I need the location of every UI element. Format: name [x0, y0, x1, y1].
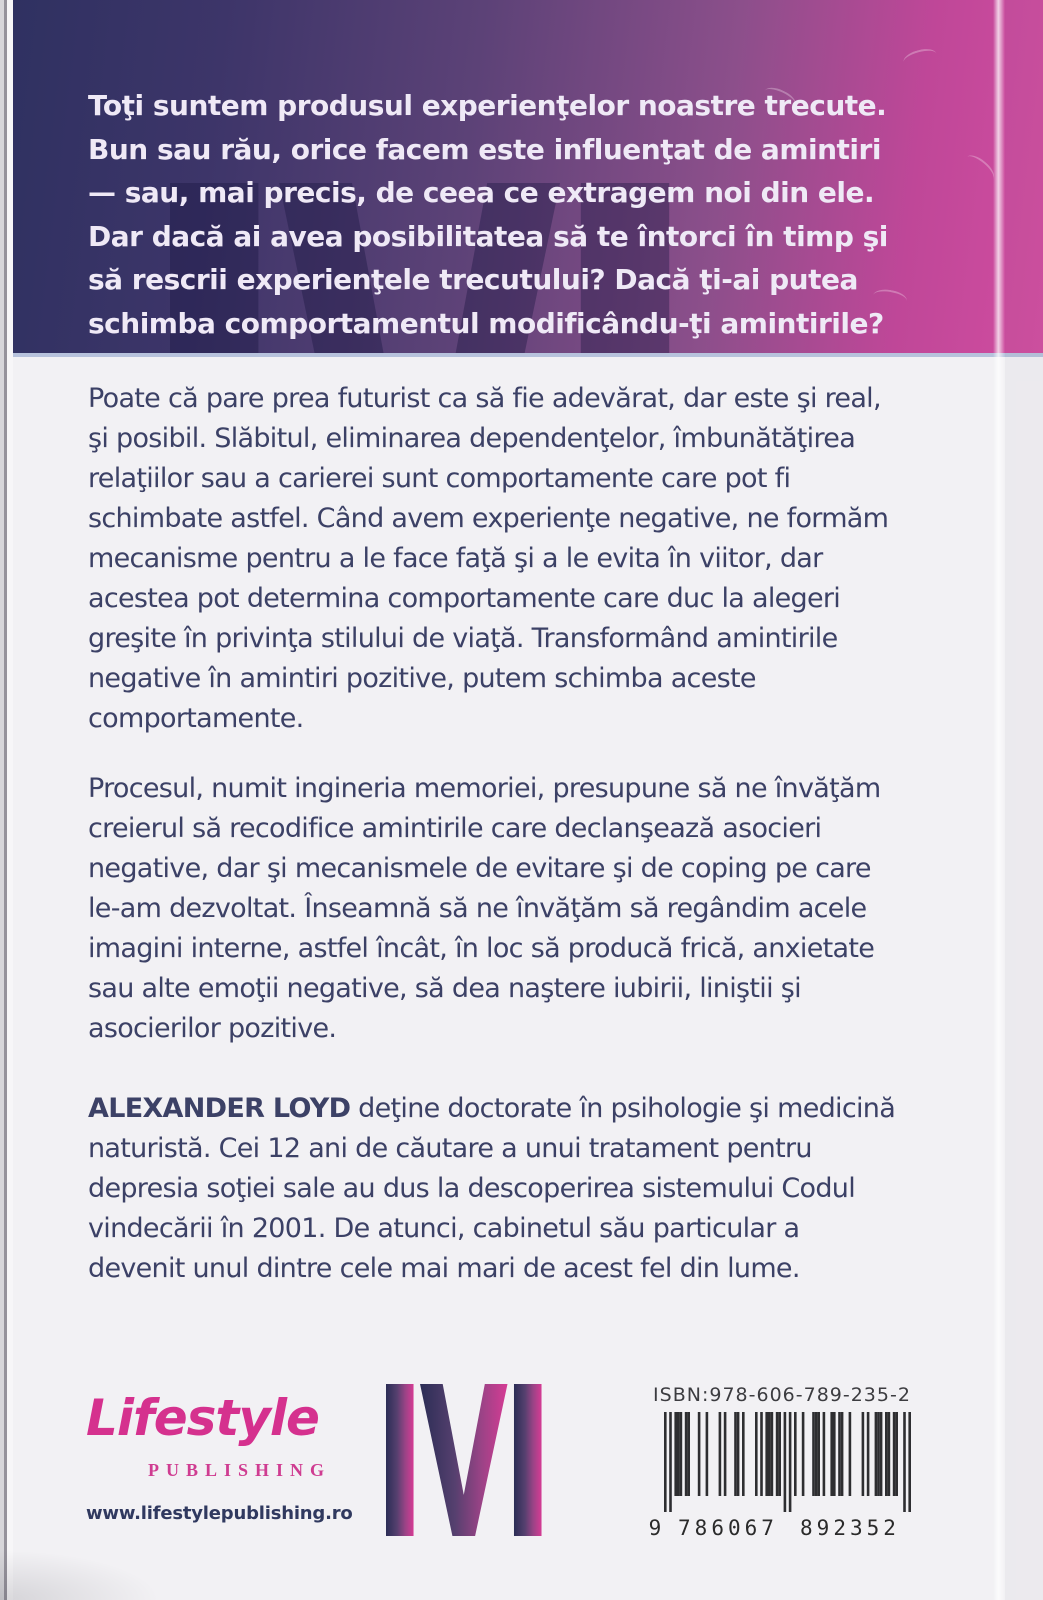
book-edge-white: [7, 0, 13, 1600]
barcode-digit: 2: [883, 1516, 896, 1540]
text-line: schimbate astfel. Când avem experienţe negative, ne formăm: [88, 503, 889, 534]
text-line: imagini interne, astfel încât, în loc să producă frică, anxietate: [88, 933, 875, 964]
barcode-digit: 2: [833, 1516, 846, 1540]
shrinkwrap-crease: [993, 0, 1005, 1600]
text-line: Toţi suntem produsul experienţelor noastre trecute.: [88, 89, 887, 122]
author-name: ALEXANDER LOYD: [88, 1093, 351, 1124]
isbn-label: ISBN:978-606-789-235-2: [653, 1384, 911, 1406]
text-line: Procesul, numit ingineria memoriei, presupune să ne învăţăm: [88, 773, 881, 804]
bio-first-line: deţine doctorate în psihologie şi medicină: [350, 1093, 896, 1124]
barcode-digit: 9: [816, 1516, 830, 1540]
text-line: schimba comportamentul modificându-ţi amintirile?: [88, 306, 884, 340]
text-line: — sau, mai precis, de ceea ce extragem noi din ele.: [88, 176, 875, 209]
text-line: devenit unul dintre cele mai mari de acest fel din lume.: [88, 1253, 800, 1284]
text-line: comportamente.: [88, 703, 304, 734]
text-line: [88, 1089, 895, 1129]
publisher-monogram-icon: [386, 1384, 548, 1536]
text-line: asocierilor pozitive.: [88, 1013, 337, 1044]
barcode-digit: 7: [678, 1516, 691, 1540]
corner-shadow: [0, 1550, 160, 1600]
text-line: greşite în privinţa stilului de viaţă. Transformând amintirile: [88, 623, 838, 654]
back-cover-quote: [88, 84, 888, 345]
publisher-website: www.lifestylepublishing.ro: [86, 1503, 353, 1524]
publishing-label: PUBLISHING: [148, 1460, 332, 1480]
text-line: să rescrii experienţele trecutului? Dacă ţi-ai putea: [88, 263, 858, 296]
shrinkwrap-glint: [902, 46, 939, 70]
top-quote-band: [13, 0, 1043, 357]
lifestyle-logo: Lifestyle: [86, 1389, 319, 1447]
publisher-logo: [86, 1389, 353, 1524]
text-line: naturistă. Cei 12 ani de căutare a unui tratament pentru: [88, 1133, 812, 1164]
barcode-digits-right: [796, 1516, 900, 1540]
isbn-block: [648, 1384, 916, 1540]
barcode-digit: 7: [761, 1516, 774, 1540]
barcode-digit: 5: [866, 1516, 880, 1540]
text-line: le-am dezvoltat. Înseamnă să ne învăţăm să regândim acele: [88, 893, 867, 924]
barcode-bars: [648, 1412, 916, 1512]
text-line: Poate că pare prea futurist ca să fie adevărat, dar este şi real,: [88, 383, 881, 414]
text-line: negative, dar şi mecanismele de evitare şi de coping pe care: [88, 853, 871, 884]
text-line: Bun sau rău, orice facem este influenţat de amintiri: [88, 132, 881, 166]
barcode-digit: 6: [711, 1516, 724, 1540]
barcode-digit: 0: [727, 1516, 741, 1540]
barcode-digit: 6: [744, 1516, 758, 1540]
barcode-digit: 8: [800, 1516, 813, 1540]
barcode-digit: 3: [849, 1516, 863, 1540]
text-line: mecanisme pentru a le face faţă şi a le evita în viitor, dar: [88, 543, 823, 574]
ean13-barcode: [648, 1412, 916, 1540]
text-line: depresia soţiei sale au dus la descoperirea sistemului Codul: [88, 1173, 855, 1204]
barcode-digit: 8: [694, 1516, 708, 1540]
barcode-digits-left: [674, 1516, 778, 1540]
text-line: negative în amintiri pozitive, putem schimba aceste: [88, 663, 756, 694]
text-line: şi posibil. Slăbitul, eliminarea dependenţelor, îmbunătăţirea: [88, 423, 856, 454]
author-bio: [88, 1089, 895, 1289]
text-line: relaţiilor sau a carierei sunt comportamente care pot fi: [88, 463, 791, 494]
barcode-digit-lead: 9: [648, 1516, 662, 1540]
text-line: sau alte emoţii negative, să dea naştere iubirii, liniştii şi: [88, 973, 801, 1004]
paragraph-process: [88, 769, 880, 1049]
text-line: acestea pot determina comportamente care duc la alegeri: [88, 583, 841, 614]
text-line: vindecării în 2001. De atunci, cabinetul său particular a: [88, 1213, 800, 1244]
shrinkwrap-shade: [1005, 0, 1043, 1600]
paragraph-description: [88, 379, 888, 739]
text-line: Dar dacă ai avea posibilitatea să te întorci în timp şi: [88, 219, 888, 253]
text-line: creierul să recodifice amintirile care declanşează asocieri: [88, 813, 822, 844]
